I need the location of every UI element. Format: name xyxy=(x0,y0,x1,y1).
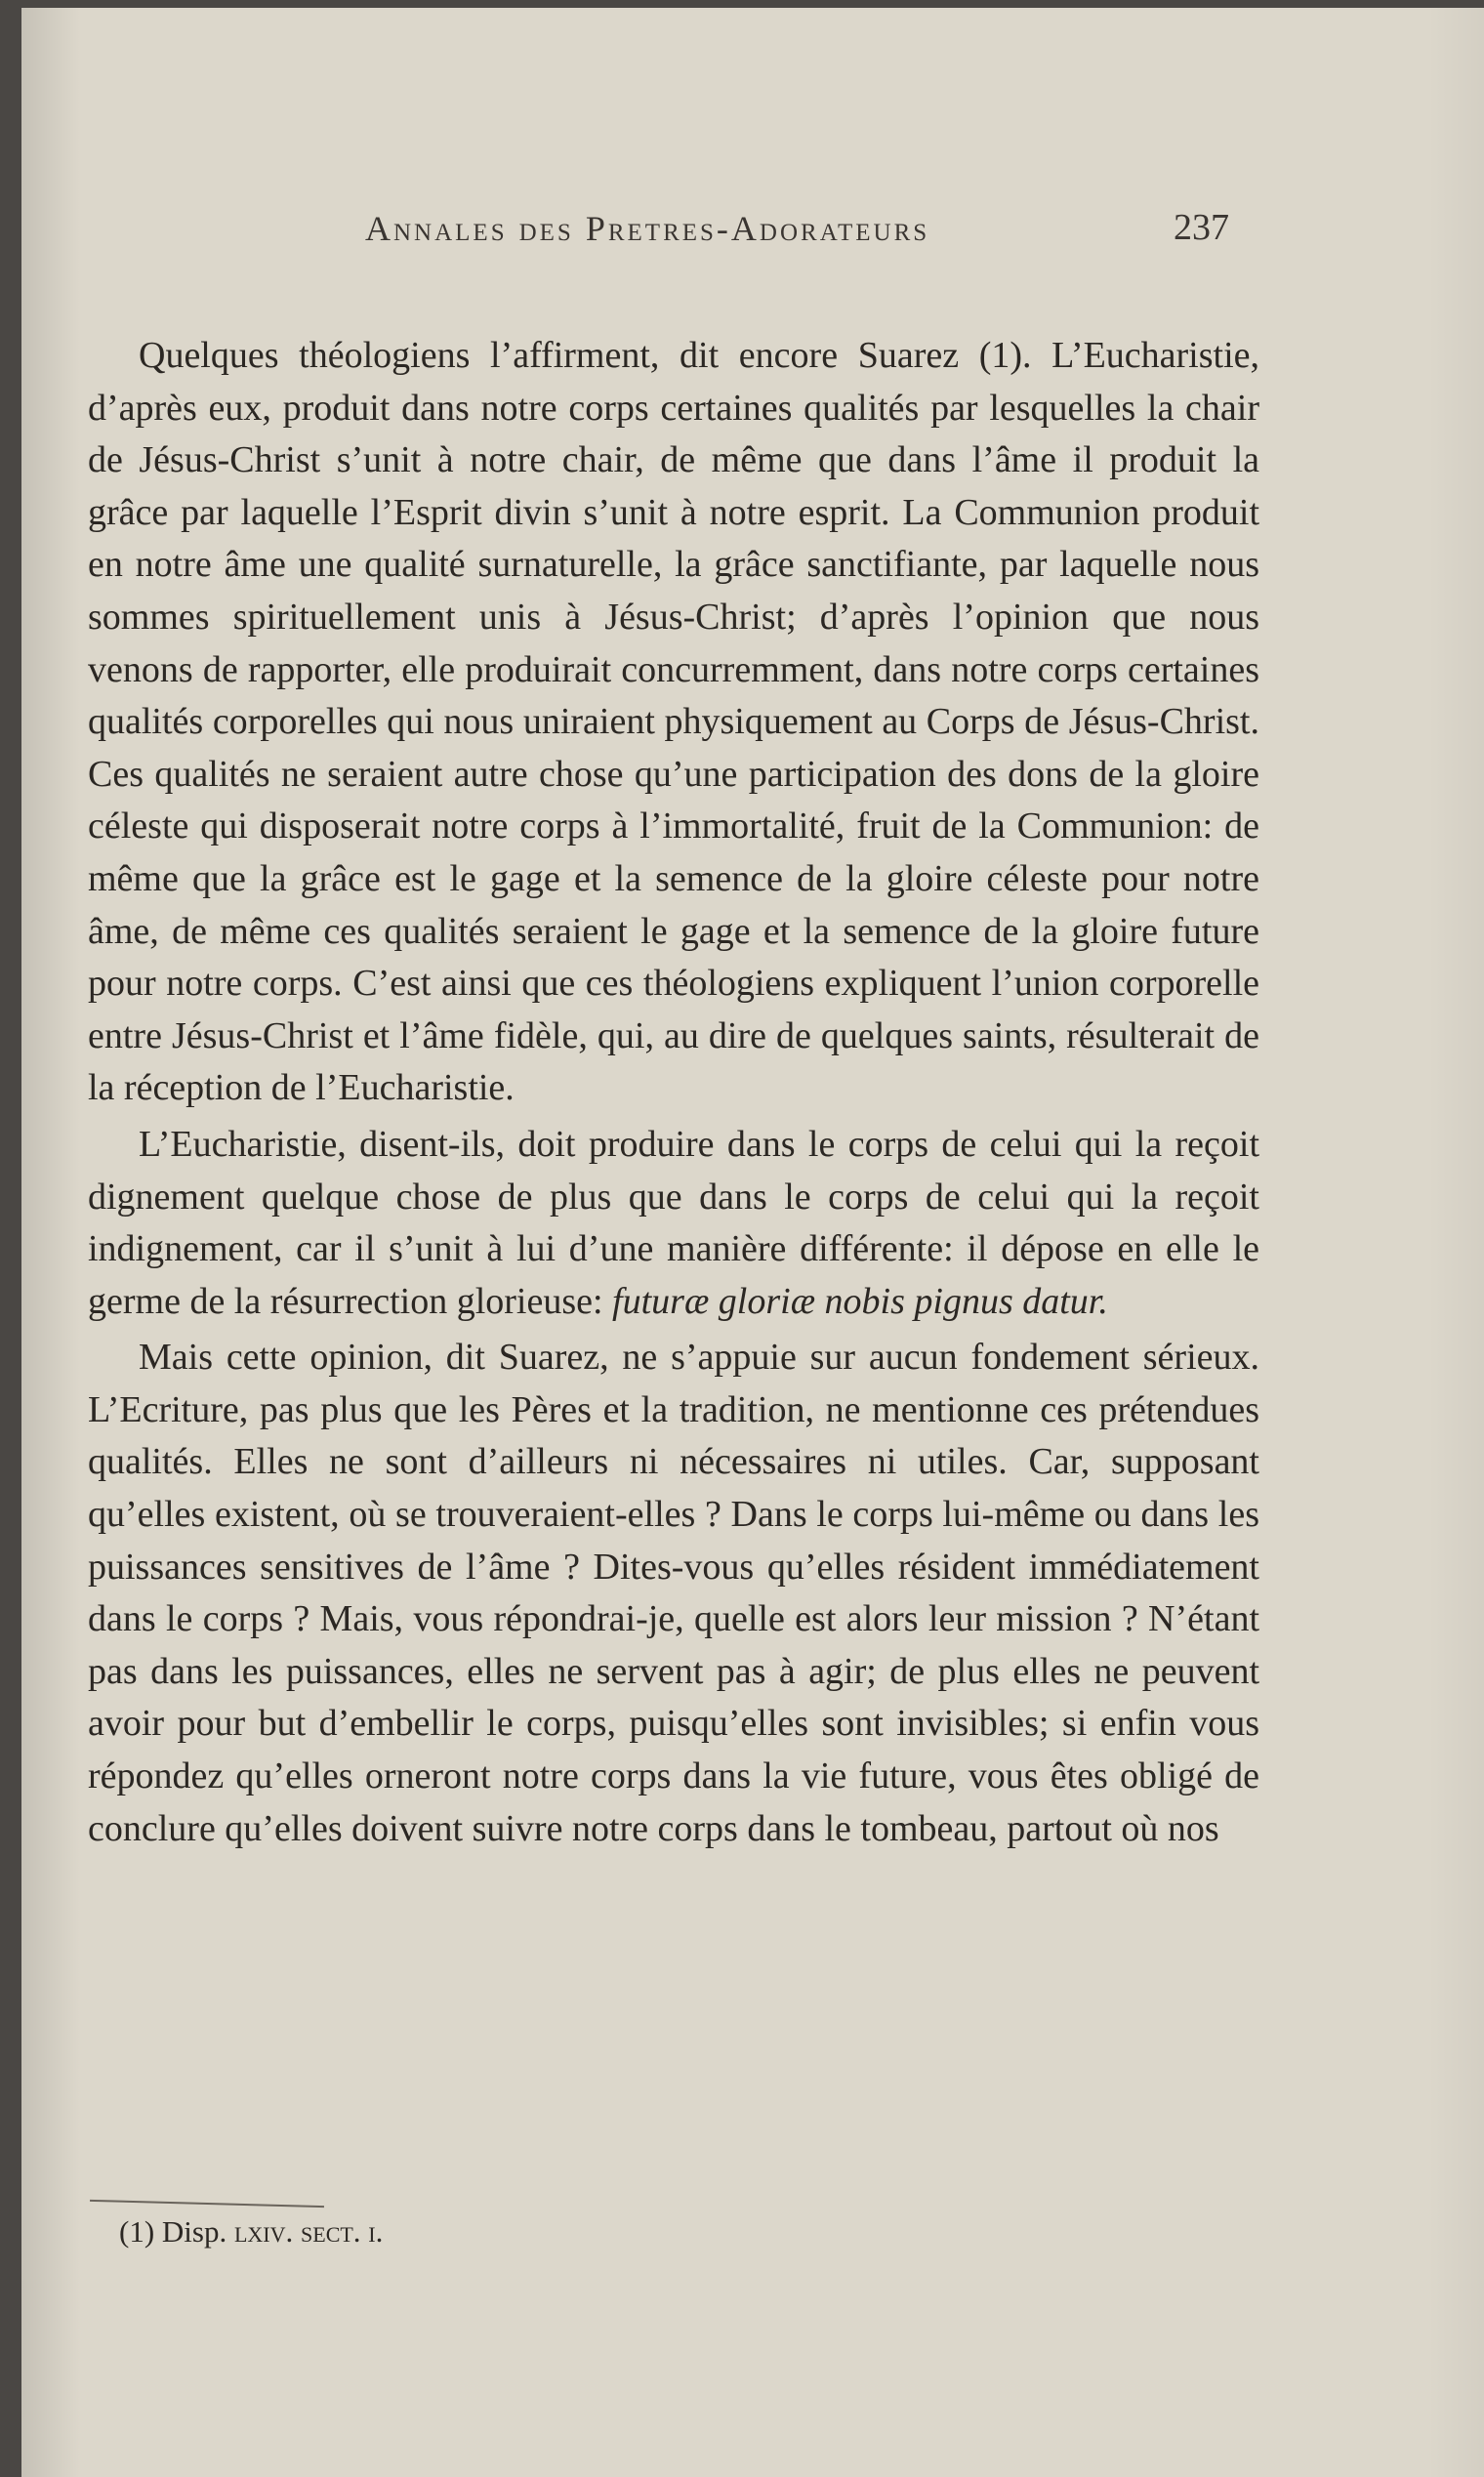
paragraph-3-text: Mais cette opinion, dit Suarez, ne s’appuie sur aucun fondement sérieux. L’Ecriture, pas plus que les Pères et la tradition, ne mentionne ces prétendues qualités. Elles ne sont d’ailleurs ni nécessaires ni utiles. Car, supposant qu’elles existent, où se trouveraient-elles ? Dans le corps lui-même ou dans les puissances sensitives de l’âme ? Dites-vous qu’elles résident immédiatement dans le corps ? Mais, vous répondrai-je, quelle est alors leur mission ? N’étant pas dans les puissances, elles ne servent pas à agir; de plus elles ne peuvent avoir pour but d’embellir le corps, puisqu’elles sont invisibles; si enfin vous répondez qu’elles orneront notre corps dans la vie future, vous êtes obligé de conclure qu’elles doivent suivre notre corps dans le tombeau, partout où nos xyxy=(88,1337,1259,1849)
paragraph-2-text: L’Eucharistie, disent-ils, doit produire dans le corps de celui qui la reçoit dignement quelque chose de plus que dans le corps de celui qui la reçoit indignement, car il s’unit à lui d’une manière différente: il dépose en elle le germe de la résurrection glorieuse: xyxy=(88,1123,1259,1322)
paragraph-1-text: Quelques théologiens l’affirment, dit encore Suarez (1). L’Eucharistie, d’après eux, produit dans notre corps certaines qualités par lesquelles la chair de Jésus-Christ s’unit à notre chair, de même que dans l’âme il produit la grâce par laquelle l’Esprit divin s’unit à notre esprit. La Communion produit en notre âme une qualité surnaturelle, la grâce sanctifiante, par laquelle nous sommes spirituellement unis à Jésus-Christ; d’après l’opinion que nous venons de rapporter, elle produirait concurremment, dans notre corps certaines qualités corporelles qui nous uniraient physiquement au Corps de Jésus-Christ. Ces qualités ne seraient autre chose qu’une participation des dons de la gloire céleste qui disposerait notre corps à l’immortalité, fruit de la Communion: de même que la grâce est le gage et la semence de la gloire céleste pour notre âme, de même ces qualités seraient le gage et la semence de la gloire future pour notre corps. C’est ainsi que ces théologiens expliquent l’union corporelle entre Jésus-Christ et l’âme fidèle, qui, au dire de quelques saints, résulterait de la réception de l’Eucharistie. xyxy=(88,335,1259,1109)
page-number: 237 xyxy=(1174,207,1229,248)
running-head: Annales des Pretres-Adorateurs xyxy=(365,209,930,248)
footnote xyxy=(119,2214,383,2250)
page-header xyxy=(21,208,1484,257)
footnote-reference: lxiv. sect. i. xyxy=(233,2214,384,2249)
footnote-mark: (1) xyxy=(119,2214,155,2249)
paragraph-2 xyxy=(88,1119,1259,1328)
body-text xyxy=(88,330,1259,1855)
footnote-rule xyxy=(90,2200,324,2208)
paragraph-1 xyxy=(88,330,1259,1115)
paragraph-3 xyxy=(88,1332,1259,1855)
book-page xyxy=(21,8,1484,2477)
footnote-prefix: Disp. xyxy=(161,2214,227,2249)
latin-quote: futuræ gloriæ nobis pignus datur. xyxy=(612,1280,1108,1322)
